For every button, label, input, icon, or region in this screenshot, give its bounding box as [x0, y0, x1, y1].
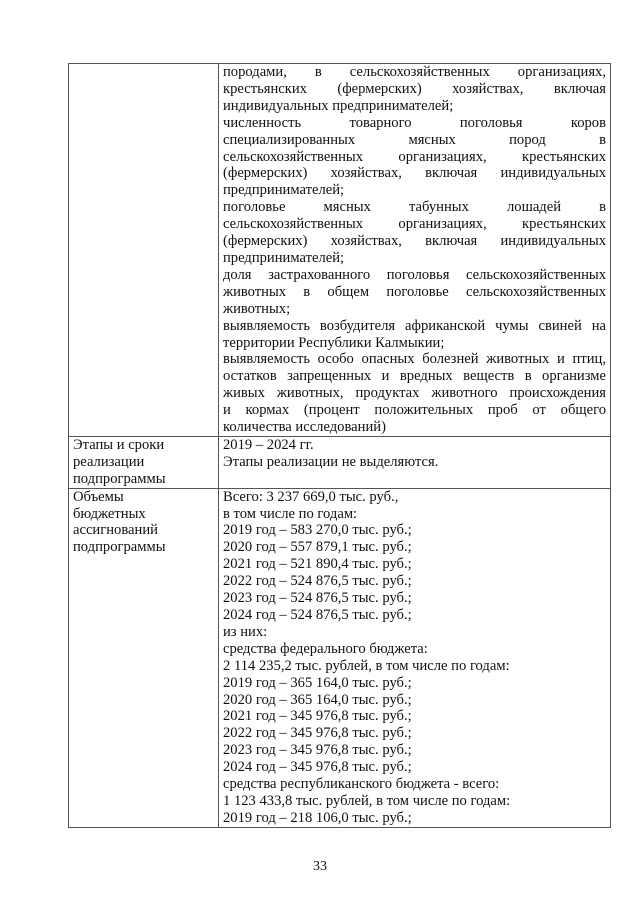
- row1-right-cell: [219, 64, 611, 437]
- budget-value-line: 2022 год – 345 976,8 тыс. руб.;: [223, 725, 412, 742]
- budget-label-line: подпрограммы: [73, 539, 166, 556]
- budget-value-line: 2020 год – 557 879,1 тыс. руб.;: [223, 539, 412, 556]
- row2-right-cell: [219, 436, 611, 488]
- stages-label-line: Этапы и сроки: [73, 436, 165, 453]
- indicator-line: предпринимателей;: [223, 182, 345, 199]
- budget-value-line: 2023 год – 524 876,5 тыс. руб.;: [223, 590, 412, 607]
- indicator-line: сельскохозяйственных организациях, крестьянских: [223, 148, 606, 165]
- budget-value: [223, 489, 606, 827]
- table-row-indicators: [69, 64, 611, 437]
- budget-label: [73, 489, 214, 557]
- stages-value-line: Этапы реализации не выделяются.: [223, 453, 439, 470]
- indicator-line: крестьянских (фермерских) хозяйствах, включая: [223, 80, 606, 97]
- indicator-line: животных в общем поголовье сельскохозяйственных: [223, 283, 606, 300]
- budget-value-line: Всего: 3 237 669,0 тыс. руб.,: [223, 488, 399, 505]
- budget-value-line: из них:: [223, 623, 268, 640]
- table-row-stages: [69, 436, 611, 488]
- stages-value-line: 2019 – 2024 гг.: [223, 436, 314, 453]
- indicator-line: поголовье мясных табунных лошадей в: [223, 199, 606, 216]
- indicator-line: (фермерских) хозяйствах, включая индивидуальных: [223, 165, 606, 182]
- indicator-line: сельскохозяйственных организациях, крестьянских: [223, 216, 606, 233]
- indicator-line: предпринимателей;: [223, 249, 345, 266]
- row3-left-cell: [69, 488, 219, 827]
- stages-label-line: реализации: [73, 453, 145, 470]
- budget-value-line: 2019 год – 365 164,0 тыс. руб.;: [223, 674, 412, 691]
- budget-value-line: средства федерального бюджета:: [223, 640, 428, 657]
- budget-value-line: в том числе по годам:: [223, 505, 358, 522]
- budget-label-line: ассигнований: [73, 522, 158, 539]
- budget-label-line: Объемы: [73, 488, 124, 505]
- row1-left-cell: [69, 64, 219, 437]
- stages-label-line: подпрограммы: [73, 470, 166, 487]
- indicator-line: породами, в сельскохозяйственных организациях,: [223, 64, 606, 80]
- stages-value: [223, 437, 606, 471]
- budget-label-line: бюджетных: [73, 505, 146, 522]
- indicator-line: численность товарного поголовья коров: [223, 114, 606, 131]
- indicator-line: живых животных, продуктах животного происхождения: [223, 385, 606, 402]
- indicator-line: доля застрахованного поголовья сельскохозяйственных: [223, 266, 606, 283]
- indicator-line: животных;: [223, 300, 291, 317]
- indicator-line: остатков запрещенных и вредных веществ в организме: [223, 368, 606, 385]
- page-number: 33: [313, 859, 327, 874]
- budget-value-line: 2020 год – 365 164,0 тыс. руб.;: [223, 691, 412, 708]
- budget-value-line: 2019 год – 583 270,0 тыс. руб.;: [223, 522, 412, 539]
- table-row-budget: [69, 488, 611, 827]
- budget-value-line: 2 114 235,2 тыс. рублей, в том числе по годам:: [223, 657, 510, 674]
- budget-value-line: 1 123 433,8 тыс. рублей, в том числе по годам:: [223, 792, 511, 809]
- indicator-line: индивидуальных предпринимателей;: [223, 97, 454, 114]
- budget-value-line: 2019 год – 218 106,0 тыс. руб.;: [223, 809, 412, 826]
- program-passport-table: [68, 63, 611, 828]
- row3-right-cell: [219, 488, 611, 827]
- row2-left-cell: [69, 436, 219, 488]
- indicator-line: территории Республики Калмыкии;: [223, 334, 445, 351]
- indicator-line: выявляемость возбудителя африканской чумы свиней на: [223, 317, 606, 334]
- budget-value-line: средства республиканского бюджета - всего:: [223, 776, 500, 793]
- budget-value-line: 2023 год – 345 976,8 тыс. руб.;: [223, 742, 412, 759]
- indicator-line: количества исследований): [223, 419, 386, 436]
- indicator-line: специализированных мясных пород в: [223, 131, 606, 148]
- stages-label: [73, 437, 214, 488]
- budget-value-line: 2021 год – 521 890,4 тыс. руб.;: [223, 556, 412, 573]
- budget-value-line: 2024 год – 345 976,8 тыс. руб.;: [223, 759, 412, 776]
- indicator-line: выявляемость особо опасных болезней животных и птиц,: [223, 351, 606, 368]
- indicator-line: и кормах (процент положительных проб от общего: [223, 402, 606, 419]
- indicator-line: (фермерских) хозяйствах, включая индивидуальных: [223, 233, 606, 250]
- indicators-text: [223, 64, 606, 436]
- budget-value-line: 2021 год – 345 976,8 тыс. руб.;: [223, 708, 412, 725]
- budget-value-line: 2022 год – 524 876,5 тыс. руб.;: [223, 573, 412, 590]
- budget-value-line: 2024 год – 524 876,5 тыс. руб.;: [223, 607, 412, 623]
